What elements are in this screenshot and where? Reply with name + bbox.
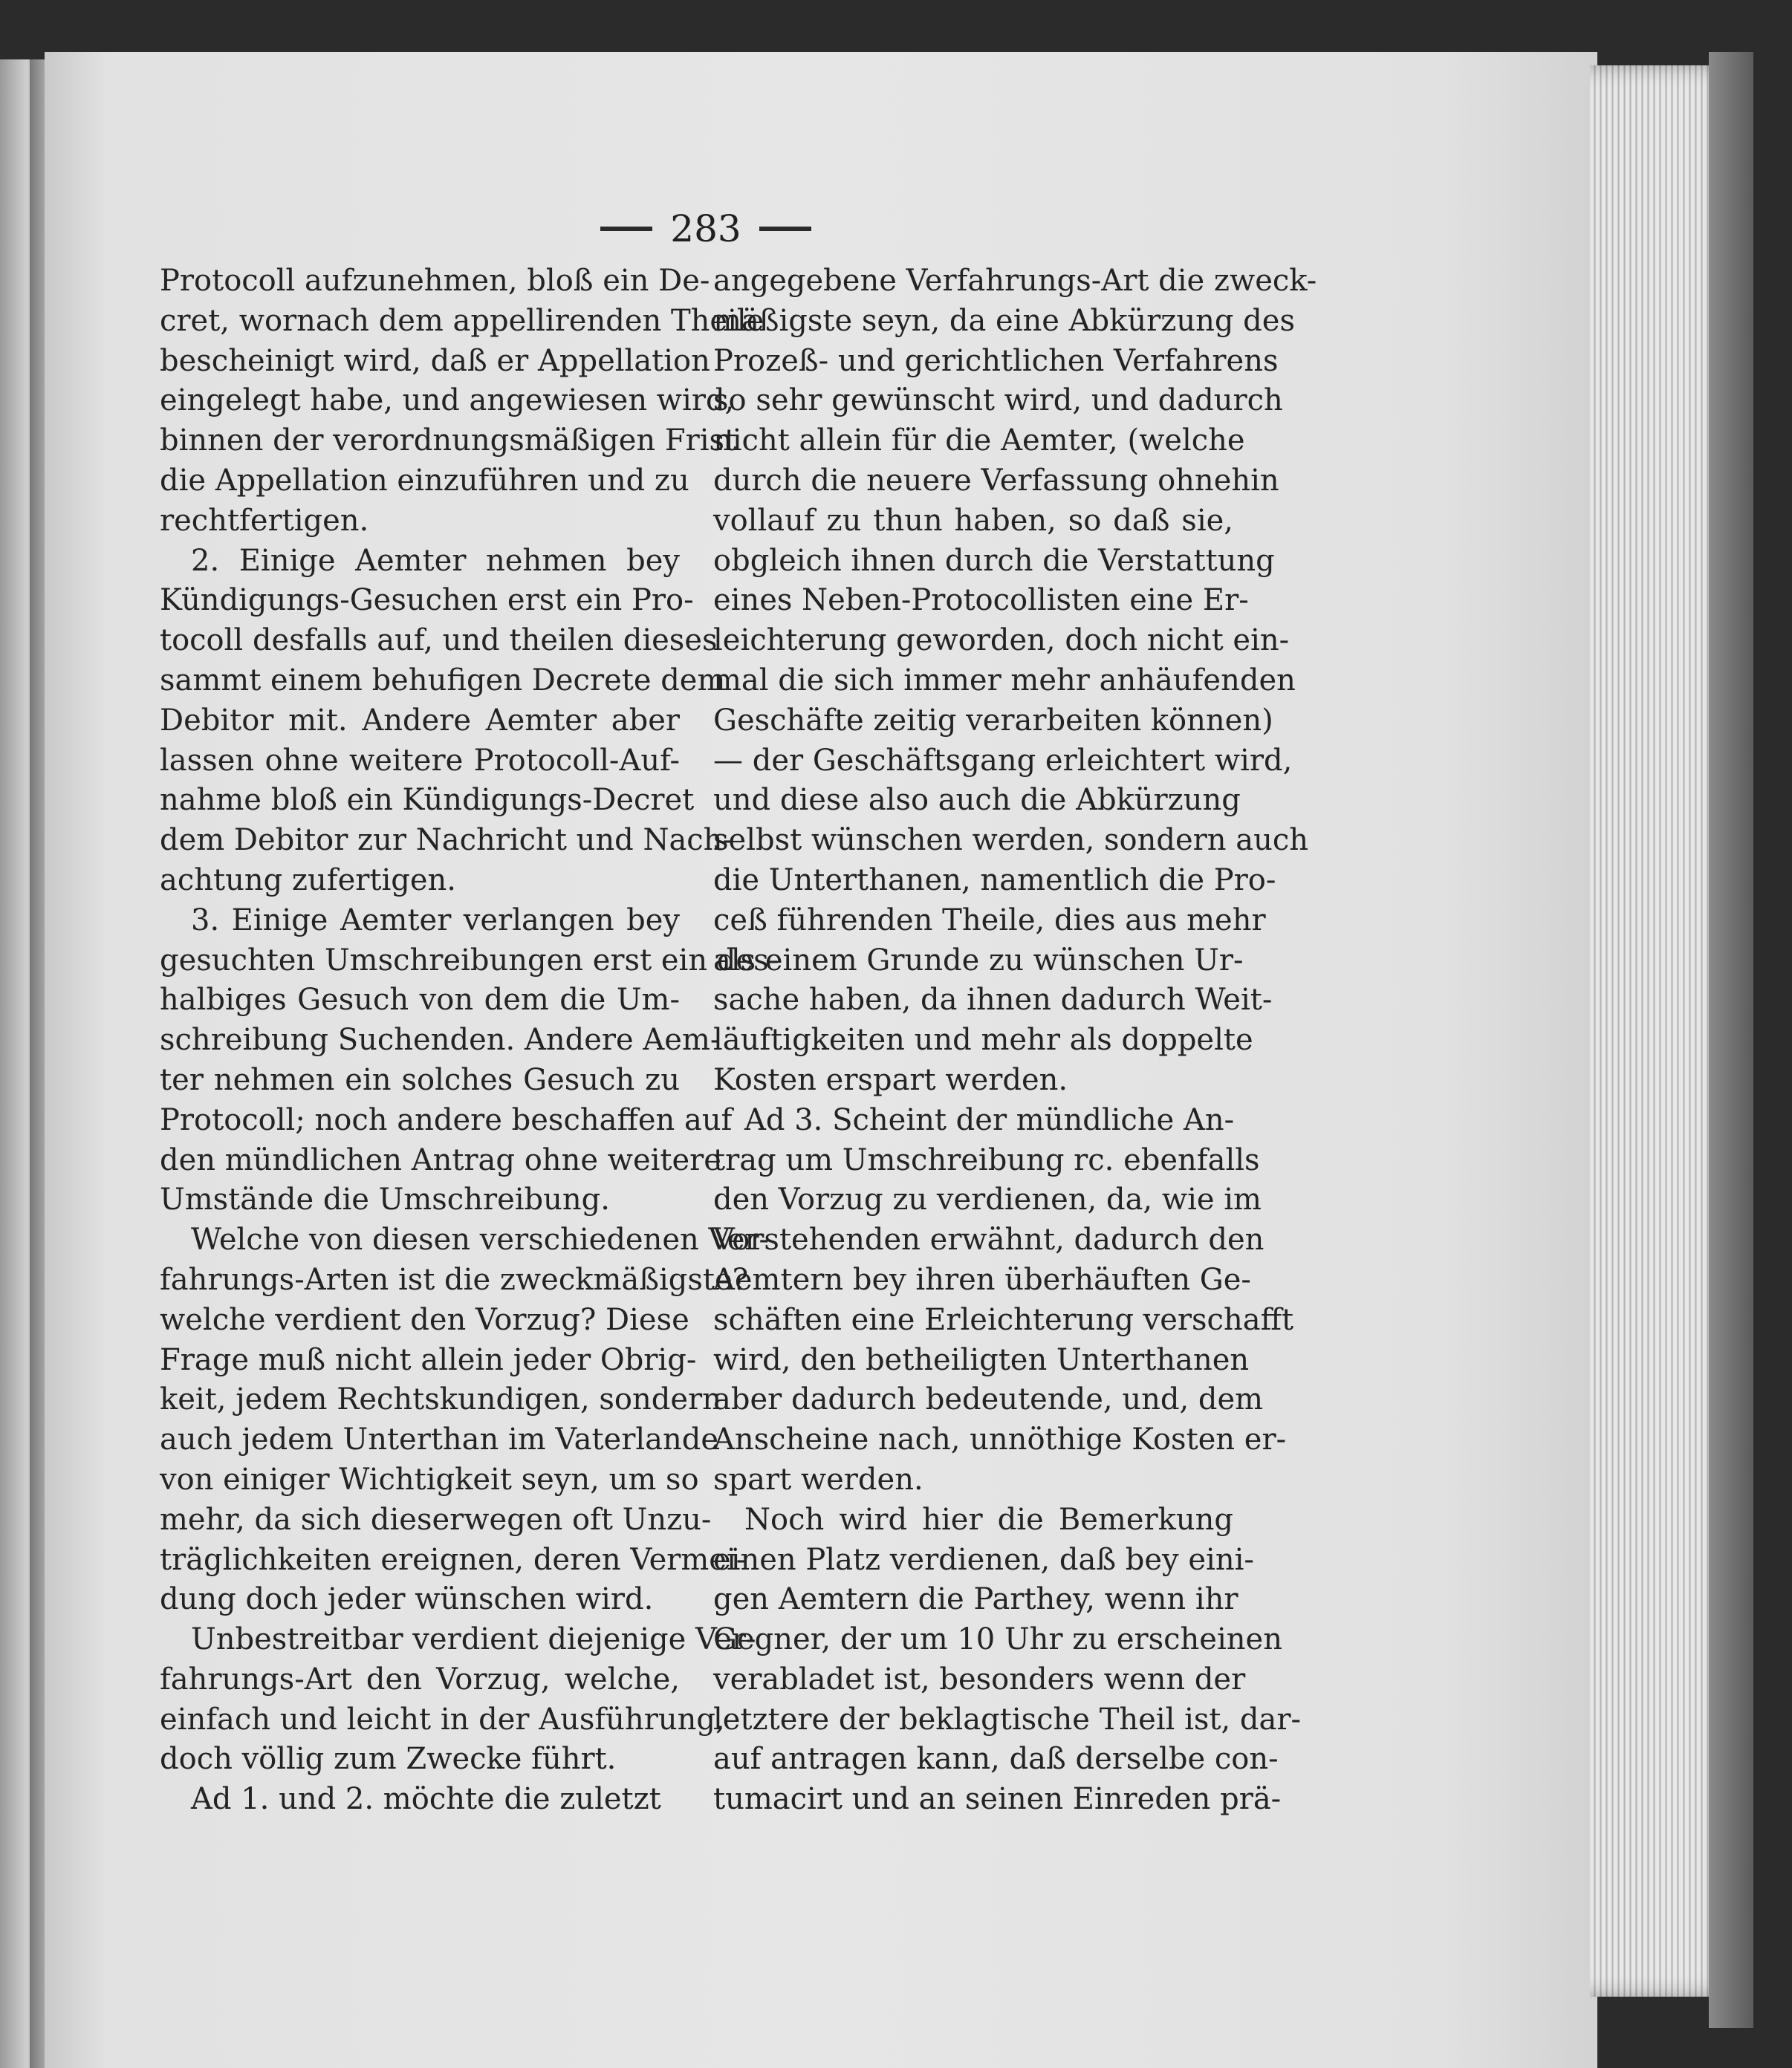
book-cover-edge (1709, 52, 1753, 2028)
text-line: sammt einem behufigen Decrete dem (160, 663, 726, 698)
text-line: lassen ohne weitere Protocoll-Auf- (160, 743, 680, 778)
text-line: eingelegt habe, und angewiesen wird, (160, 383, 735, 418)
text-line: fahrungs-Art den Vorzug, welche, (160, 1662, 680, 1697)
text-line: Welche von diesen verschiedenen Ver- (191, 1223, 770, 1258)
header-dash-right (759, 227, 811, 231)
text-line: so sehr gewünscht wird, und dadurch (713, 383, 1283, 418)
text-line: Frage muß nicht allein jeder Obrig- (160, 1342, 697, 1377)
text-line: fahrungs-Arten ist die zweckmäßigste? (160, 1262, 749, 1297)
text-line: Ad 1. und 2. möchte die zuletzt (191, 1782, 661, 1817)
text-line: Unbestreitbar verdient diejenige Ver- (191, 1622, 756, 1657)
text-line: obgleich ihnen durch die Verstattung (713, 543, 1275, 578)
text-line: halbiges Gesuch von dem die Um- (160, 983, 680, 1018)
text-line: mal die sich immer mehr anhäufenden (713, 663, 1296, 698)
left-text-column (160, 261, 779, 1820)
text-line: schäften eine Erleichterung verschafft (713, 1302, 1294, 1337)
text-line: bescheinigt wird, daß er Appellation (160, 343, 710, 378)
text-line: angegebene Verfahrungs-Art die zweck- (713, 264, 1317, 298)
text-line: doch völlig zum Zwecke führt. (160, 1742, 617, 1777)
text-line: trag um Umschreibung rc. ebenfalls (713, 1142, 1260, 1177)
text-line: Kosten erspart werden. (713, 1062, 1068, 1097)
text-line: binnen der verordnungsmäßigen Frist (160, 423, 737, 458)
text-line: Anscheine nach, unnöthige Kosten er- (713, 1422, 1287, 1457)
text-line: schreibung Suchenden. Andere Aem- (160, 1023, 721, 1058)
text-line: mehr, da sich dieserwegen oft Unzu- (160, 1502, 712, 1537)
text-line: 2. Einige Aemter nehmen bey (191, 543, 680, 578)
text-line: auch jedem Unterthan im Vaterlande (160, 1422, 719, 1457)
text-line: von einiger Wichtigkeit seyn, um so (160, 1462, 699, 1497)
text-line: Umstände die Umschreibung. (160, 1183, 610, 1217)
text-line: die Appellation einzuführen und zu (160, 463, 689, 498)
text-line: durch die neuere Verfassung ohnehin (713, 463, 1279, 498)
text-line: selbst wünschen werden, sondern auch (713, 823, 1309, 858)
text-line: und diese also auch die Abkürzung (713, 783, 1241, 818)
text-line: Debitor mit. Andere Aemter aber (160, 703, 680, 738)
page-header (580, 199, 832, 258)
text-line: Protocoll aufzunehmen, bloß ein De- (160, 264, 710, 298)
text-line: träglichkeiten ereignen, deren Vermei- (160, 1542, 747, 1577)
text-line: nahme bloß ein Kündigungs-Decret (160, 783, 695, 818)
text-line: eines Neben-Protocollisten eine Er- (713, 583, 1249, 618)
text-line: läuftigkeiten und mehr als doppelte (713, 1023, 1253, 1058)
text-line: leichterung geworden, doch nicht ein- (713, 623, 1290, 658)
text-line: mäßigste seyn, da eine Abkürzung des (713, 303, 1295, 338)
text-line: Kündigungs-Gesuchen erst ein Pro- (160, 583, 694, 618)
text-line: spart werden. (713, 1462, 923, 1497)
text-line: sache haben, da ihnen dadurch Weit- (713, 983, 1273, 1018)
text-line: Vorstehenden erwähnt, dadurch den (713, 1223, 1265, 1258)
text-line: tumacirt und an seinen Einreden prä- (713, 1782, 1282, 1817)
text-line: aber dadurch bedeutende, und, dem (713, 1382, 1264, 1417)
text-line: einen Platz verdienen, daß bey eini- (713, 1542, 1254, 1577)
text-line: Gegner, der um 10 Uhr zu erscheinen (713, 1622, 1282, 1657)
text-line: den mündlichen Antrag ohne weitere (160, 1142, 721, 1177)
text-line: Prozeß- und gerichtlichen Verfahrens (713, 343, 1279, 378)
text-line: nicht allein für die Aemter, (welche (713, 423, 1245, 458)
text-line: — der Geschäftsgang erleichtert wird, (713, 743, 1293, 778)
text-line: tocoll desfalls auf, und theilen dieses (160, 623, 718, 658)
text-line: den Vorzug zu verdienen, da, wie im (713, 1183, 1262, 1217)
text-line: Protocoll; noch andere beschaffen auf (160, 1102, 733, 1137)
text-line: vollauf zu thun haben, so daß sie, (713, 503, 1233, 538)
page-number: 283 (670, 207, 741, 250)
text-line: keit, jedem Rechtskundigen, sondern (160, 1382, 721, 1417)
text-line: 3. Einige Aemter verlangen bey (191, 903, 680, 937)
text-line: Aemtern bey ihren überhäuften Ge- (713, 1262, 1251, 1297)
text-line: Geschäfte zeitig verarbeiten können) (713, 703, 1273, 738)
text-line: Noch wird hier die Bemerkung (744, 1502, 1233, 1537)
text-line: achtung zufertigen. (160, 862, 456, 897)
header-dash-left (600, 227, 652, 231)
text-line: ceß führenden Theile, dies aus mehr (713, 903, 1266, 937)
text-line: dem Debitor zur Nachricht und Nach- (160, 823, 733, 858)
text-line: cret, wornach dem appellirenden Theile (160, 303, 764, 338)
text-line: ter nehmen ein solches Gesuch zu (160, 1062, 680, 1097)
text-line: die Unterthanen, namentlich die Pro- (713, 862, 1276, 897)
text-line: als einem Grunde zu wünschen Ur- (713, 943, 1244, 978)
text-line: gesuchten Umschreibungen erst ein des- (160, 943, 779, 978)
text-line: rechtfertigen. (160, 503, 369, 538)
text-line: letztere der beklagtische Theil ist, dar- (713, 1702, 1302, 1737)
text-line: einfach und leicht in der Ausführung, (160, 1702, 725, 1737)
text-line: Ad 3. Scheint der mündliche An- (744, 1102, 1235, 1137)
right-text-column (713, 261, 1317, 1820)
text-line: dung doch jeder wünschen wird. (160, 1582, 654, 1617)
text-line: wird, den betheiligten Unterthanen (713, 1342, 1250, 1377)
text-line: welche verdient den Vorzug? Diese (160, 1302, 689, 1337)
text-line: gen Aemtern die Parthey, wenn ihr (713, 1582, 1239, 1617)
text-line: verabladet ist, besonders wenn der (713, 1662, 1246, 1697)
text-line: auf antragen kann, daß derselbe con- (713, 1742, 1279, 1777)
